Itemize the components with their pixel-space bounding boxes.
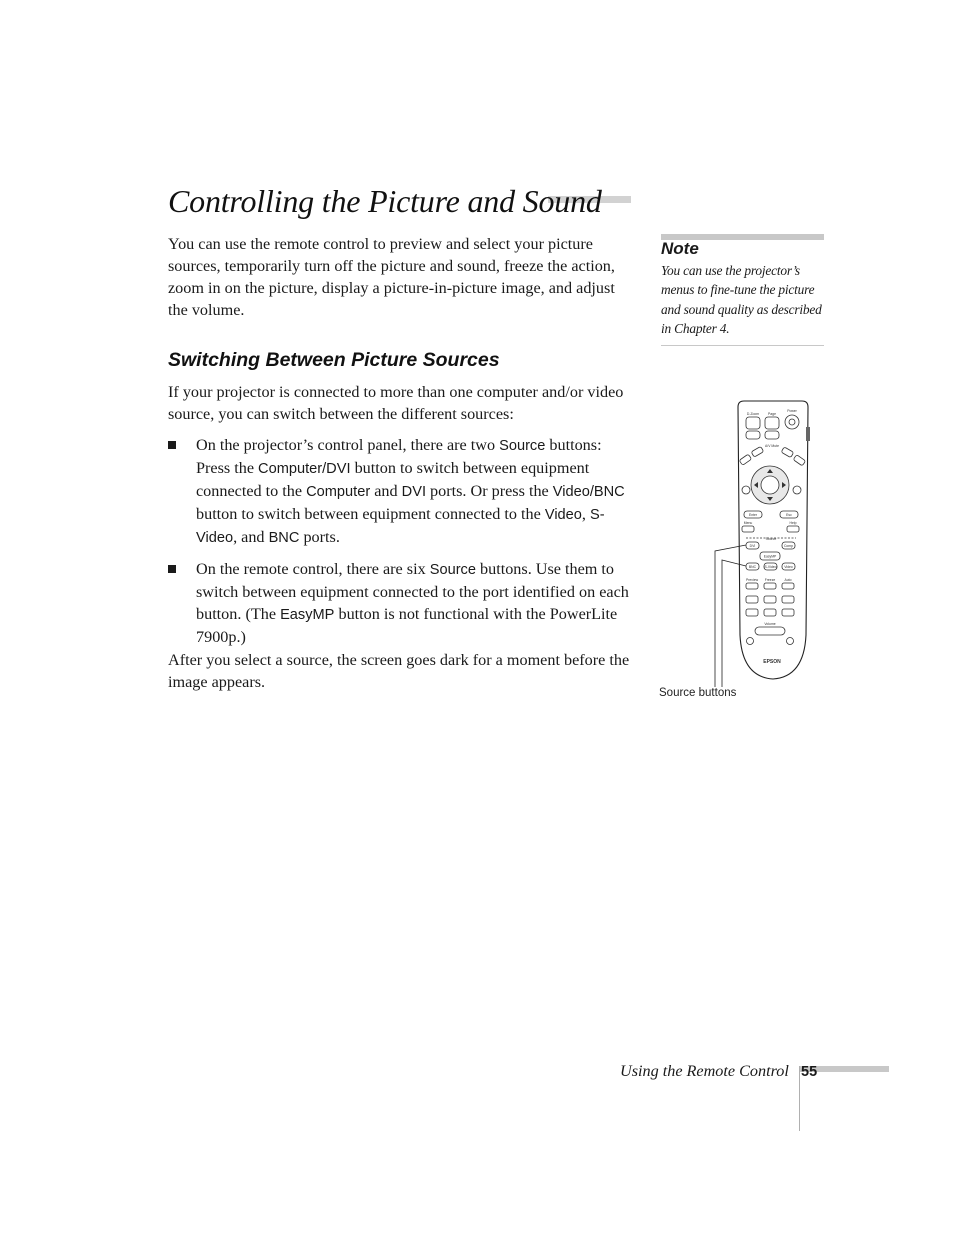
bullet-text: button is not functional with the PowerLite 7900p.) bbox=[196, 605, 618, 646]
intro-paragraph: You can use the remote control to preview and select your picture sources, temporarily turn off the picture and sound, freeze the action, zoom in on the picture, display a picture-in-picture image, and adjust the volume. bbox=[168, 235, 615, 319]
bullet-text: On the remote control, there are six bbox=[196, 560, 430, 578]
key-easymp: EasyMP bbox=[280, 607, 335, 623]
bullet-text: On the projector’s control panel, there are two bbox=[196, 436, 500, 454]
remote-control-illustration bbox=[700, 395, 820, 695]
key-computer: Computer bbox=[306, 484, 371, 500]
key-video-bnc: Video/BNC bbox=[552, 484, 625, 500]
remote-label-menu: Menu bbox=[743, 521, 753, 525]
remote-label-av-mute: A/V Mute bbox=[765, 444, 779, 448]
footer-running-title: Using the Remote Control bbox=[620, 1062, 789, 1080]
remote-label-freeze: Freeze bbox=[764, 578, 776, 582]
remote-label-esc: Esc bbox=[786, 513, 792, 517]
remote-label-comp: Comp bbox=[783, 544, 794, 548]
key-dvi: DVI bbox=[401, 484, 426, 500]
bullet-item-remote-control bbox=[168, 558, 638, 648]
remote-label-volume: Volume bbox=[764, 622, 776, 626]
bullet-text: buttons: Press the bbox=[196, 436, 602, 477]
remote-label-enter: Enter bbox=[748, 513, 758, 517]
bullet-list bbox=[168, 434, 638, 657]
remote-brand-logo: EPSON bbox=[763, 659, 781, 665]
note-label: Note bbox=[661, 239, 699, 258]
after-paragraph: After you select a source, the screen goes dark for a moment before the image appears. bbox=[168, 651, 630, 691]
key-video: Video bbox=[544, 507, 582, 523]
bullet-text: and bbox=[370, 482, 402, 500]
page-number: 55 bbox=[801, 1064, 818, 1080]
section-heading: Switching Between Picture Sources bbox=[168, 349, 500, 371]
note-rule bbox=[661, 345, 824, 346]
bullet-text: , and bbox=[233, 528, 269, 546]
bullet-text: button to switch between equipment connected to the bbox=[196, 505, 545, 523]
remote-label-power: Power bbox=[787, 409, 797, 413]
bullet-text: ports. Or press the bbox=[426, 482, 553, 500]
bullet-item-control-panel bbox=[168, 434, 638, 549]
footer-vertical-rule bbox=[799, 1066, 800, 1131]
remote-label-easymp: EasyMP bbox=[763, 554, 777, 559]
bullet-text: button to switch between equipment connected to the bbox=[196, 459, 590, 500]
key-s-video: S-Video bbox=[196, 507, 605, 546]
bullet-square-icon bbox=[168, 441, 176, 449]
remote-label-svideo: S-Video bbox=[764, 565, 777, 569]
page-title: Controlling the Picture and Sound bbox=[168, 183, 602, 219]
key-computer-dvi: Computer/DVI bbox=[258, 461, 351, 477]
key-source: Source bbox=[499, 438, 546, 454]
remote-label-help: Help bbox=[789, 521, 797, 525]
source-buttons-callout: Source buttons bbox=[659, 687, 737, 699]
bullet-square-icon bbox=[168, 565, 176, 573]
remote-label-preview: Preview bbox=[745, 578, 759, 582]
remote-label-auto: Auto bbox=[784, 578, 792, 582]
bullet-text: buttons. Use them to switch between equipment connected to the port identified on each button. (The bbox=[196, 560, 629, 623]
remote-label-source: Source bbox=[765, 537, 777, 541]
remote-label-dzoom: D-Zoom bbox=[746, 412, 760, 416]
lead-paragraph: If your projector is connected to more than one computer and/or video source, you can switch between the different sources: bbox=[168, 383, 624, 423]
bullet-text: ports. bbox=[299, 528, 340, 546]
remote-label-page: Page bbox=[768, 412, 776, 416]
remote-label-bnc: BNC bbox=[748, 565, 757, 569]
key-source: Source bbox=[429, 562, 476, 578]
remote-label-video: Video bbox=[784, 565, 793, 569]
remote-label-dvi: DVI bbox=[749, 544, 756, 548]
bullet-text: , bbox=[581, 505, 590, 523]
key-bnc: BNC bbox=[268, 530, 300, 546]
note-text: You can use the projector’s menus to fine-tune the picture and sound quality as described in Chapter 4. bbox=[661, 263, 822, 336]
